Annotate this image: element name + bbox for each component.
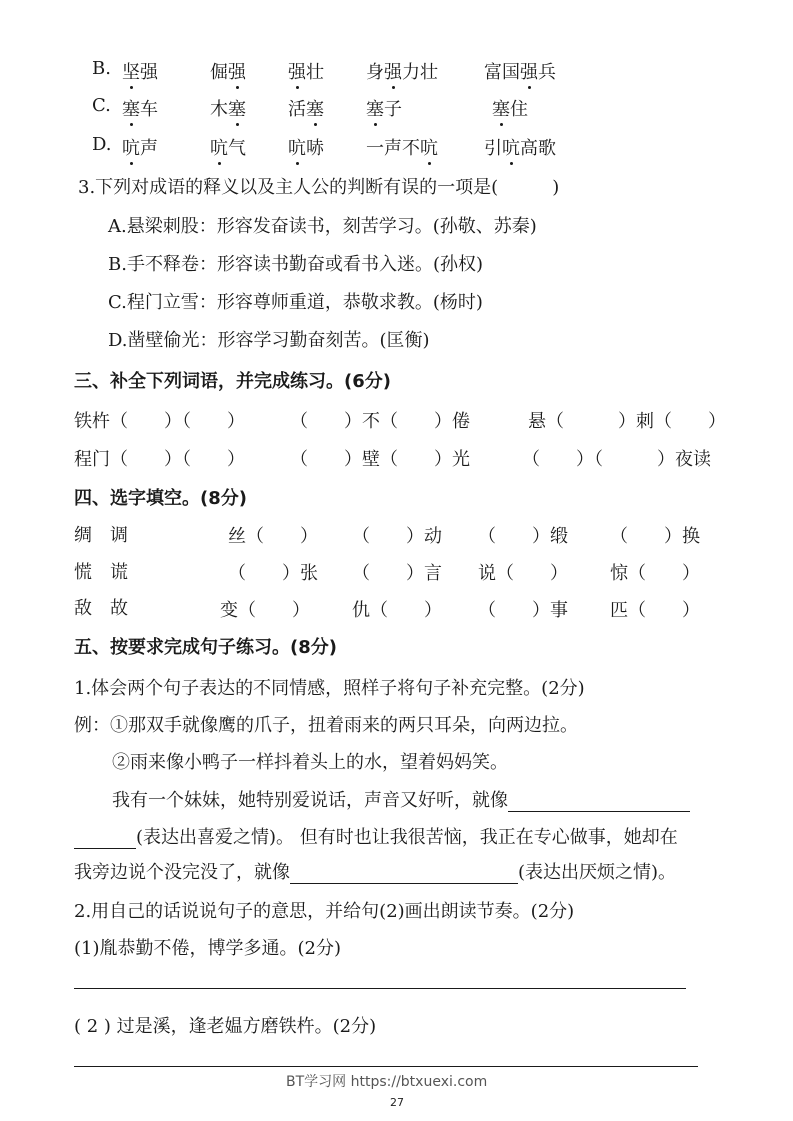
fill-item: 惊（ ） — [610, 563, 700, 584]
paragraph-text: 我旁边说个没完没了，就像 — [74, 862, 290, 883]
fill-item: （ ）壁（ ）光 — [290, 449, 470, 470]
word: 塞住 — [492, 95, 528, 121]
question-2: 2.用自己的话说说句子的意思，并给句(2)画出朗读节奏。(2分) — [74, 901, 575, 922]
word: 引吭高歌 — [484, 134, 556, 160]
word: 坚强 — [122, 58, 158, 84]
fill-item: （ ）张 — [228, 563, 318, 584]
option-row-d — [0, 132, 793, 162]
word: 一声不吭 — [366, 134, 438, 160]
fill-item: 匹（ ） — [610, 600, 700, 621]
fill-item: （ ）动 — [352, 526, 442, 547]
word: 身强力壮 — [366, 58, 438, 84]
paragraph-text: (表达出厌烦之情)。 — [518, 862, 677, 883]
word: 吭哧 — [288, 134, 324, 160]
paragraph-text: (表达出喜爱之情)。 但有时也让我很苦恼，我正在专心做事，她却在 — [136, 827, 678, 848]
char-pair: 敌 故 — [74, 598, 128, 619]
word: 吭气 — [210, 134, 246, 160]
word: 富国强兵 — [484, 58, 556, 84]
paragraph-line-2 — [74, 823, 678, 849]
paragraph-line-1 — [112, 786, 690, 812]
answer-blank[interactable] — [74, 830, 136, 849]
footer-watermark: BT学习网 https://btxuexi.com — [286, 1074, 488, 1090]
question-1: 1.体会两个句子表达的不同情感，照样子将句子补充完整。(2分) — [74, 678, 585, 699]
answer-blank[interactable] — [290, 865, 518, 884]
option-label: D. — [92, 134, 112, 155]
char-pair: 慌 谎 — [74, 562, 128, 583]
word: 木塞 — [210, 95, 246, 121]
q3-option-d: D.凿壁偷光：形容学习勤奋刻苦。(匡衡) — [108, 330, 430, 351]
fill-item: （ ）（ ）夜读 — [522, 449, 711, 470]
fill-item: 说（ ） — [478, 563, 568, 584]
answer-line[interactable] — [74, 1066, 698, 1067]
fill-item: （ ）缎 — [478, 526, 568, 547]
paragraph-line-3 — [74, 858, 676, 884]
fill-item: 丝（ ） — [228, 526, 318, 547]
option-row-b — [0, 56, 793, 86]
question-3-stem: 3.下列对成语的释义以及主人公的判断有误的一项是( ) — [78, 177, 560, 198]
fill-item: 变（ ） — [220, 600, 310, 621]
word: 倔强 — [210, 58, 246, 84]
answer-line[interactable] — [74, 988, 686, 989]
q3-option-b: B.手不释卷：形容读书勤奋或看书入迷。(孙权) — [108, 254, 483, 275]
word: 活塞 — [288, 95, 324, 121]
fill-item: （ ）不（ ）倦 — [290, 411, 470, 432]
word: 塞车 — [122, 95, 158, 121]
fill-item: （ ）言 — [352, 563, 442, 584]
fill-item: （ ）换 — [610, 526, 700, 547]
example-sentence-2: ②雨来像小鸭子一样抖着头上的水，望着妈妈笑。 — [112, 752, 508, 773]
q3-option-a: A.悬梁刺股：形容发奋读书，刻苦学习。(孙敬、苏秦) — [108, 216, 537, 237]
section-4-title: 四、选字填空。(8分) — [74, 488, 247, 509]
answer-blank[interactable] — [508, 793, 690, 812]
sentence-1: (1)胤恭勤不倦，博学多通。(2分) — [74, 938, 341, 959]
page-number: 27 — [390, 1096, 404, 1109]
sentence-2: ( 2 ) 过是溪，逢老媪方磨铁杵。(2分) — [74, 1016, 377, 1037]
section-5-title: 五、按要求完成句子练习。(8分) — [74, 637, 337, 658]
fill-item: 悬（ ）刺（ ） — [528, 411, 726, 432]
fill-item: 铁杵（ ）（ ） — [74, 411, 245, 432]
word: 吭声 — [122, 134, 158, 160]
option-label: B. — [92, 58, 111, 79]
fill-item: 程门（ ）（ ） — [74, 449, 245, 470]
section-3-title: 三、补全下列词语，并完成练习。(6分) — [74, 371, 391, 392]
q3-option-c: C.程门立雪：形容尊师重道，恭敬求教。(杨时) — [108, 292, 483, 313]
fill-item: 仇（ ） — [352, 600, 442, 621]
word: 强壮 — [288, 58, 324, 84]
fill-item: （ ）事 — [478, 600, 568, 621]
option-label: C. — [92, 95, 111, 116]
char-pair: 绸 调 — [74, 525, 128, 546]
word: 塞子 — [366, 95, 402, 121]
option-row-c — [0, 93, 793, 123]
example-sentence-1: 例：①那双手就像鹰的爪子，扭着雨来的两只耳朵，向两边拉。 — [74, 715, 578, 736]
paragraph-text: 我有一个妹妹，她特别爱说话，声音又好听，就像 — [112, 790, 508, 811]
